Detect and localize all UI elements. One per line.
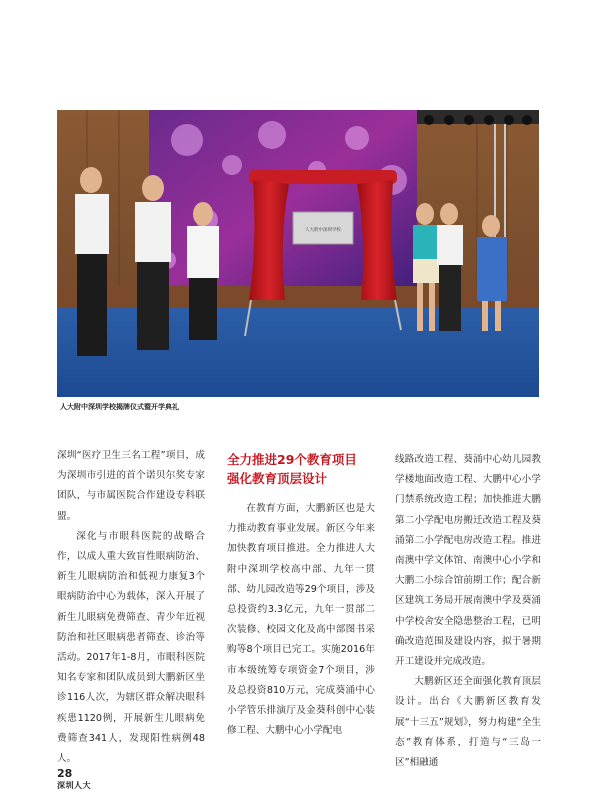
text-column-3 xyxy=(395,450,541,773)
paragraph: 大鹏新区还全面强化教育顶层设计。出台《大鹏新区教育发展“十三五”规划》，努力构建“全生态”教育体系，打造与“三岛一区”相融通 xyxy=(395,676,541,769)
page-number: 28 xyxy=(57,767,73,780)
heading-line: 全力推进29个教育项目 xyxy=(227,452,357,467)
ceremony-photo xyxy=(57,110,539,397)
text-column-2 xyxy=(227,450,375,741)
text-column-1 xyxy=(57,446,205,769)
page-footer xyxy=(57,768,91,790)
section-heading xyxy=(227,450,375,488)
paragraph: 深圳“医疗卫生三名工程”项目，成为深圳市引进的首个诺贝尔奖专家团队，与市属医院合作建设专科联盟。 xyxy=(57,450,205,522)
paragraph: 在教育方面，大鹏新区也是大力推动教育事业发展。新区今年来加快教育项目推进。全力推进人大附中深圳学校高中部、九年一贯部、幼儿园改造等29个项目，涉及总投资约3.3亿元，九年一贯部二次装修、校园文化及高中部图书采购等8个项目已完工。实施2016年市本级统筹专项资金7个项目，涉及总投资810万元，完成葵涌中心小学管乐排演厅及金葵科创中心装修工程、大鹏中心小学配电 xyxy=(227,503,375,737)
plaque-text: 人大附中深圳学校 xyxy=(305,228,341,233)
heading-line: 强化教育顶层设计 xyxy=(227,471,328,486)
paragraph: 深化与市眼科医院的战略合作，以成人重大致盲性眼病防治、新生儿眼病防治和低视力康复3个眼病防治中心为载体，深入开展了新生儿眼病免费筛查、青少年近视防治和社区眼病患者筛查、诊治等活动。2017年1-8月，市眼科医院知名专家和团队成员到大鹏新区坐诊116人次，为辖区群众解决眼科疾患1120例，开展新生儿眼病免费筛查341人，发现阳性病例48人。 xyxy=(57,530,205,765)
paragraph: 线路改造工程、葵涌中心幼儿园教学楼地面改造工程、大鹏中心小学门禁系统改造工程；加快推进大鹏第二小学配电房搬迁改造工程及葵涌第二小学配电房改造工程。推进南澳中学文体馆、南澳中心小学和大鹏二小综合馆前期工作；配合新区建筑工务局开展南澳中学及葵涌中学校舍安全隐患整治工程，已明确改造范围及建设内容，拟于暑期开工建设并完成改造。 xyxy=(395,454,541,668)
photo-caption: 人大附中深圳学校揭牌仪式暨开学典礼 xyxy=(60,403,179,411)
publication-logo: 深圳人大 xyxy=(57,780,91,790)
